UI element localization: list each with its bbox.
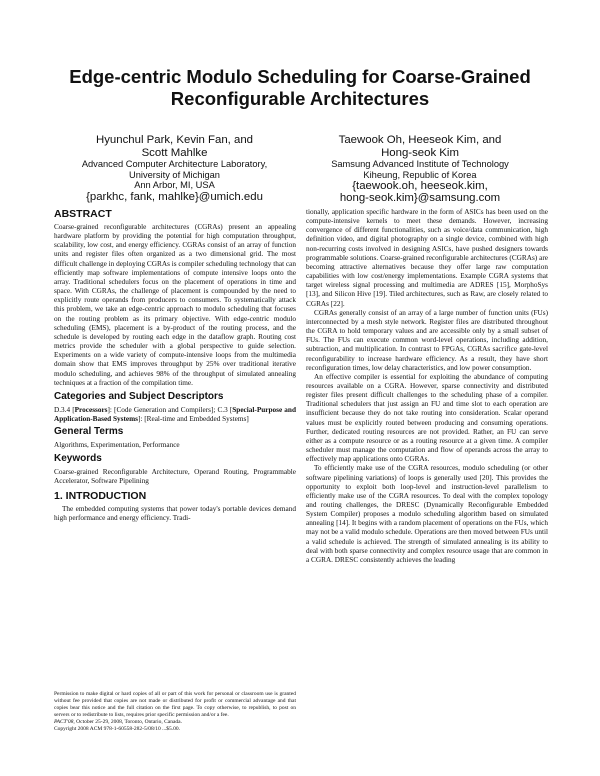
general-terms-text: Algorithms, Experimentation, Performance: [54, 441, 180, 450]
author-email: {parkhc, fank, mahlke}@umich.edu: [86, 190, 263, 203]
venue-line: PACT'08, October 25-29, 2008, Toronto, Ontario, Canada.: [54, 719, 182, 725]
author-names-line1: Taewook Oh, Heeseok Kim, and: [338, 134, 502, 146]
abstract-heading: ABSTRACT: [54, 208, 112, 220]
affiliation-line2: Kiheung, Republic of Korea: [363, 169, 477, 180]
right-column: [306, 208, 548, 565]
affiliation-line2: University of Michigan: [129, 169, 220, 180]
introduction-text: The embedded computing systems that power today's portable devices demand high performance and energy efficiency. Tradi-: [54, 504, 296, 522]
left-column: [54, 208, 296, 523]
categories-text: D.3.4 [Processors]: [Code Generation and Compilers]; C.3 [Special-Purpose and Application-Based Systems]: [Real-time and Embedded Systems]: [54, 405, 296, 423]
affiliation-line1: Samsung Advanced Institute of Technology: [331, 159, 509, 170]
affiliation-line1: Advanced Computer Architecture Laboratory,: [81, 159, 268, 170]
author-email-line2: hong-seok.kim}@samsung.com: [339, 192, 501, 205]
author-block-umich: [57, 134, 292, 203]
categories-heading: Categories and Subject Descriptors: [54, 390, 224, 402]
introduction-heading: 1. INTRODUCTION: [54, 489, 147, 502]
author-names-line1: Hyunchul Park, Kevin Fan, and: [95, 134, 254, 146]
intro-paragraph-3: An effective compiler is essential for exploiting the abundance of computing resources available on a CGRA. However, sparse connectivity and distributed register files present difficult challenges to the scheduling phase of a compiler. Traditional schedulers that just assign an FU and time slot to each operation are insufficient because they do not take routing into consideration. Scalar operand values must be explicitly routed between producing and consuming operations. Further, dedicated routing resources are not provided. Rather, an FU can serve either as a compute resource or as a routing resource at a given time. A compiler scheduler must manage the computation and flow of operands across the array to effectively map applications onto CGRAs.: [306, 372, 548, 464]
author-block-samsung: [305, 134, 535, 204]
permission-footnote: [54, 691, 296, 733]
abstract-text: Coarse-grained reconfigurable architectures (CGRAs) present an appealing hardware platform by providing the potential for high computation throughput, scalability, low cost, and energy efficiency. CGRAs consist of an array of function units and register files often organized as a two dimensional grid. The most difficult challenge in deploying CGRAs is compiler scheduling technology that can efficiently map software implementations of compute intensive loops onto the array. Traditional schedulers focus on the placement of operations in time and space. With CGRAs, the challenge of placement is compounded by the need to explicitly route operands from producers to consumers. To systematically attack this problem, we take an edge-centric approach to modulo scheduling that focuses on the routing problem as its primary objective. With edge-centric modulo scheduling (EMS), placement is a by-product of the routing process, and the schedule is developed by routing each edge in the dataflow graph. Routing cost metrics provide the scheduler with a global perspective to guide selection. Experiments on a wide variety of compute-intensive loops from the multimedia domain show that EMS improves throughput by 25% over traditional iterative modulo scheduling, and achieves 98% of the throughput of simulated annealing techniques at a fraction of the compilation time.: [54, 223, 296, 387]
author-names-line2: Scott Mahlke: [141, 146, 208, 159]
permission-text: Permission to make digital or hard copies of all or part of this work for personal or classroom use is granted without fee provided that copies are not made or distributed for profit or commercial advantage and that copies bear this notice and the full citation on the first page. To copy otherwise, to republish, to post on servers or to redistribute to lists, requires prior specific permission and/or a fee.: [54, 691, 296, 718]
copyright-line: Copyright 2008 ACM 978-1-60558-282-5/08/10 ...$5.00.: [54, 726, 181, 732]
keywords-text: Coarse-grained Reconfigurable Architecture, Operand Routing, Programmable Accelerator, Software Pipelining: [54, 468, 296, 486]
intro-paragraph-1: tionally, application specific hardware in the form of ASICs has been used on the compute-intensive kernels to meet these demands. However, increasing convergence of different functionalities, such as voice/data communication, high definition video, and digital photography on a single device, combined with high non-recurring costs involved in designing ASICs, have pushed designers towards programmable solutions. Coarse-grained reconfigurable architectures (CGRAs) are becoming attractive alternatives because they offer large raw computation capabilities with low cost/energy implementations. Example CGRA systems that target wireless signal processing and multimedia are ADRES [15], MorphoSys [13], and Silicon Hive [19]. Tiled architectures, such as Raw, are closely related to CGRAs [22].: [306, 208, 548, 308]
intro-paragraph-2: CGRAs generally consist of an array of a large number of function units (FUs) interconnected by a mesh style network. Register files are distributed throughout the CGRA to hold temporary values and are accessible only by a small subset of FUs. The FUs can execute common word-level operations, including addition, subtraction, and multiplication. In contrast to FPGAs, CGRAs sacrifice gate-level reconfigurability to increase hardware efficiency. As a result, they have short reconfiguration times, low delay characteristics, and low power consumption.: [306, 308, 548, 372]
keywords-heading: Keywords: [54, 453, 102, 465]
affiliation-line3: Ann Arbor, MI, USA: [134, 180, 215, 191]
intro-paragraph-4: To efficiently make use of the CGRA resources, modulo scheduling (or other software pipelining variations) of loops is generally used [20]. This provides the opportunity to exploit both loop-level and instruction-level parallelism to efficiently make use of the CGRA resources. To deal with the complex topology and routing challenges, the DRESC (Dynamically Reconfigurable Embedded System Compiler) proposes a modulo scheduling algorithm based on simulated annealing [14]. It begins with a random placement of operations on the FUs, which may not be a valid modulo schedule. Operations are then moved between FUs until a valid schedule is achieved. The strength of simulated annealing is its ability to deal with both sparse connectivity and complex resource usage that are common in a CGRA. DRESC consistently achieves the leading: [306, 464, 548, 564]
paper-title: Edge-centric Modulo Scheduling for Coarse-Grained Reconfigurable Architectures: [69, 66, 531, 109]
author-email-line1: {taewook.oh, heeseok.kim,: [352, 180, 488, 193]
general-terms-heading: General Terms: [54, 426, 124, 438]
author-names-line2: Hong-seok Kim: [381, 146, 459, 159]
